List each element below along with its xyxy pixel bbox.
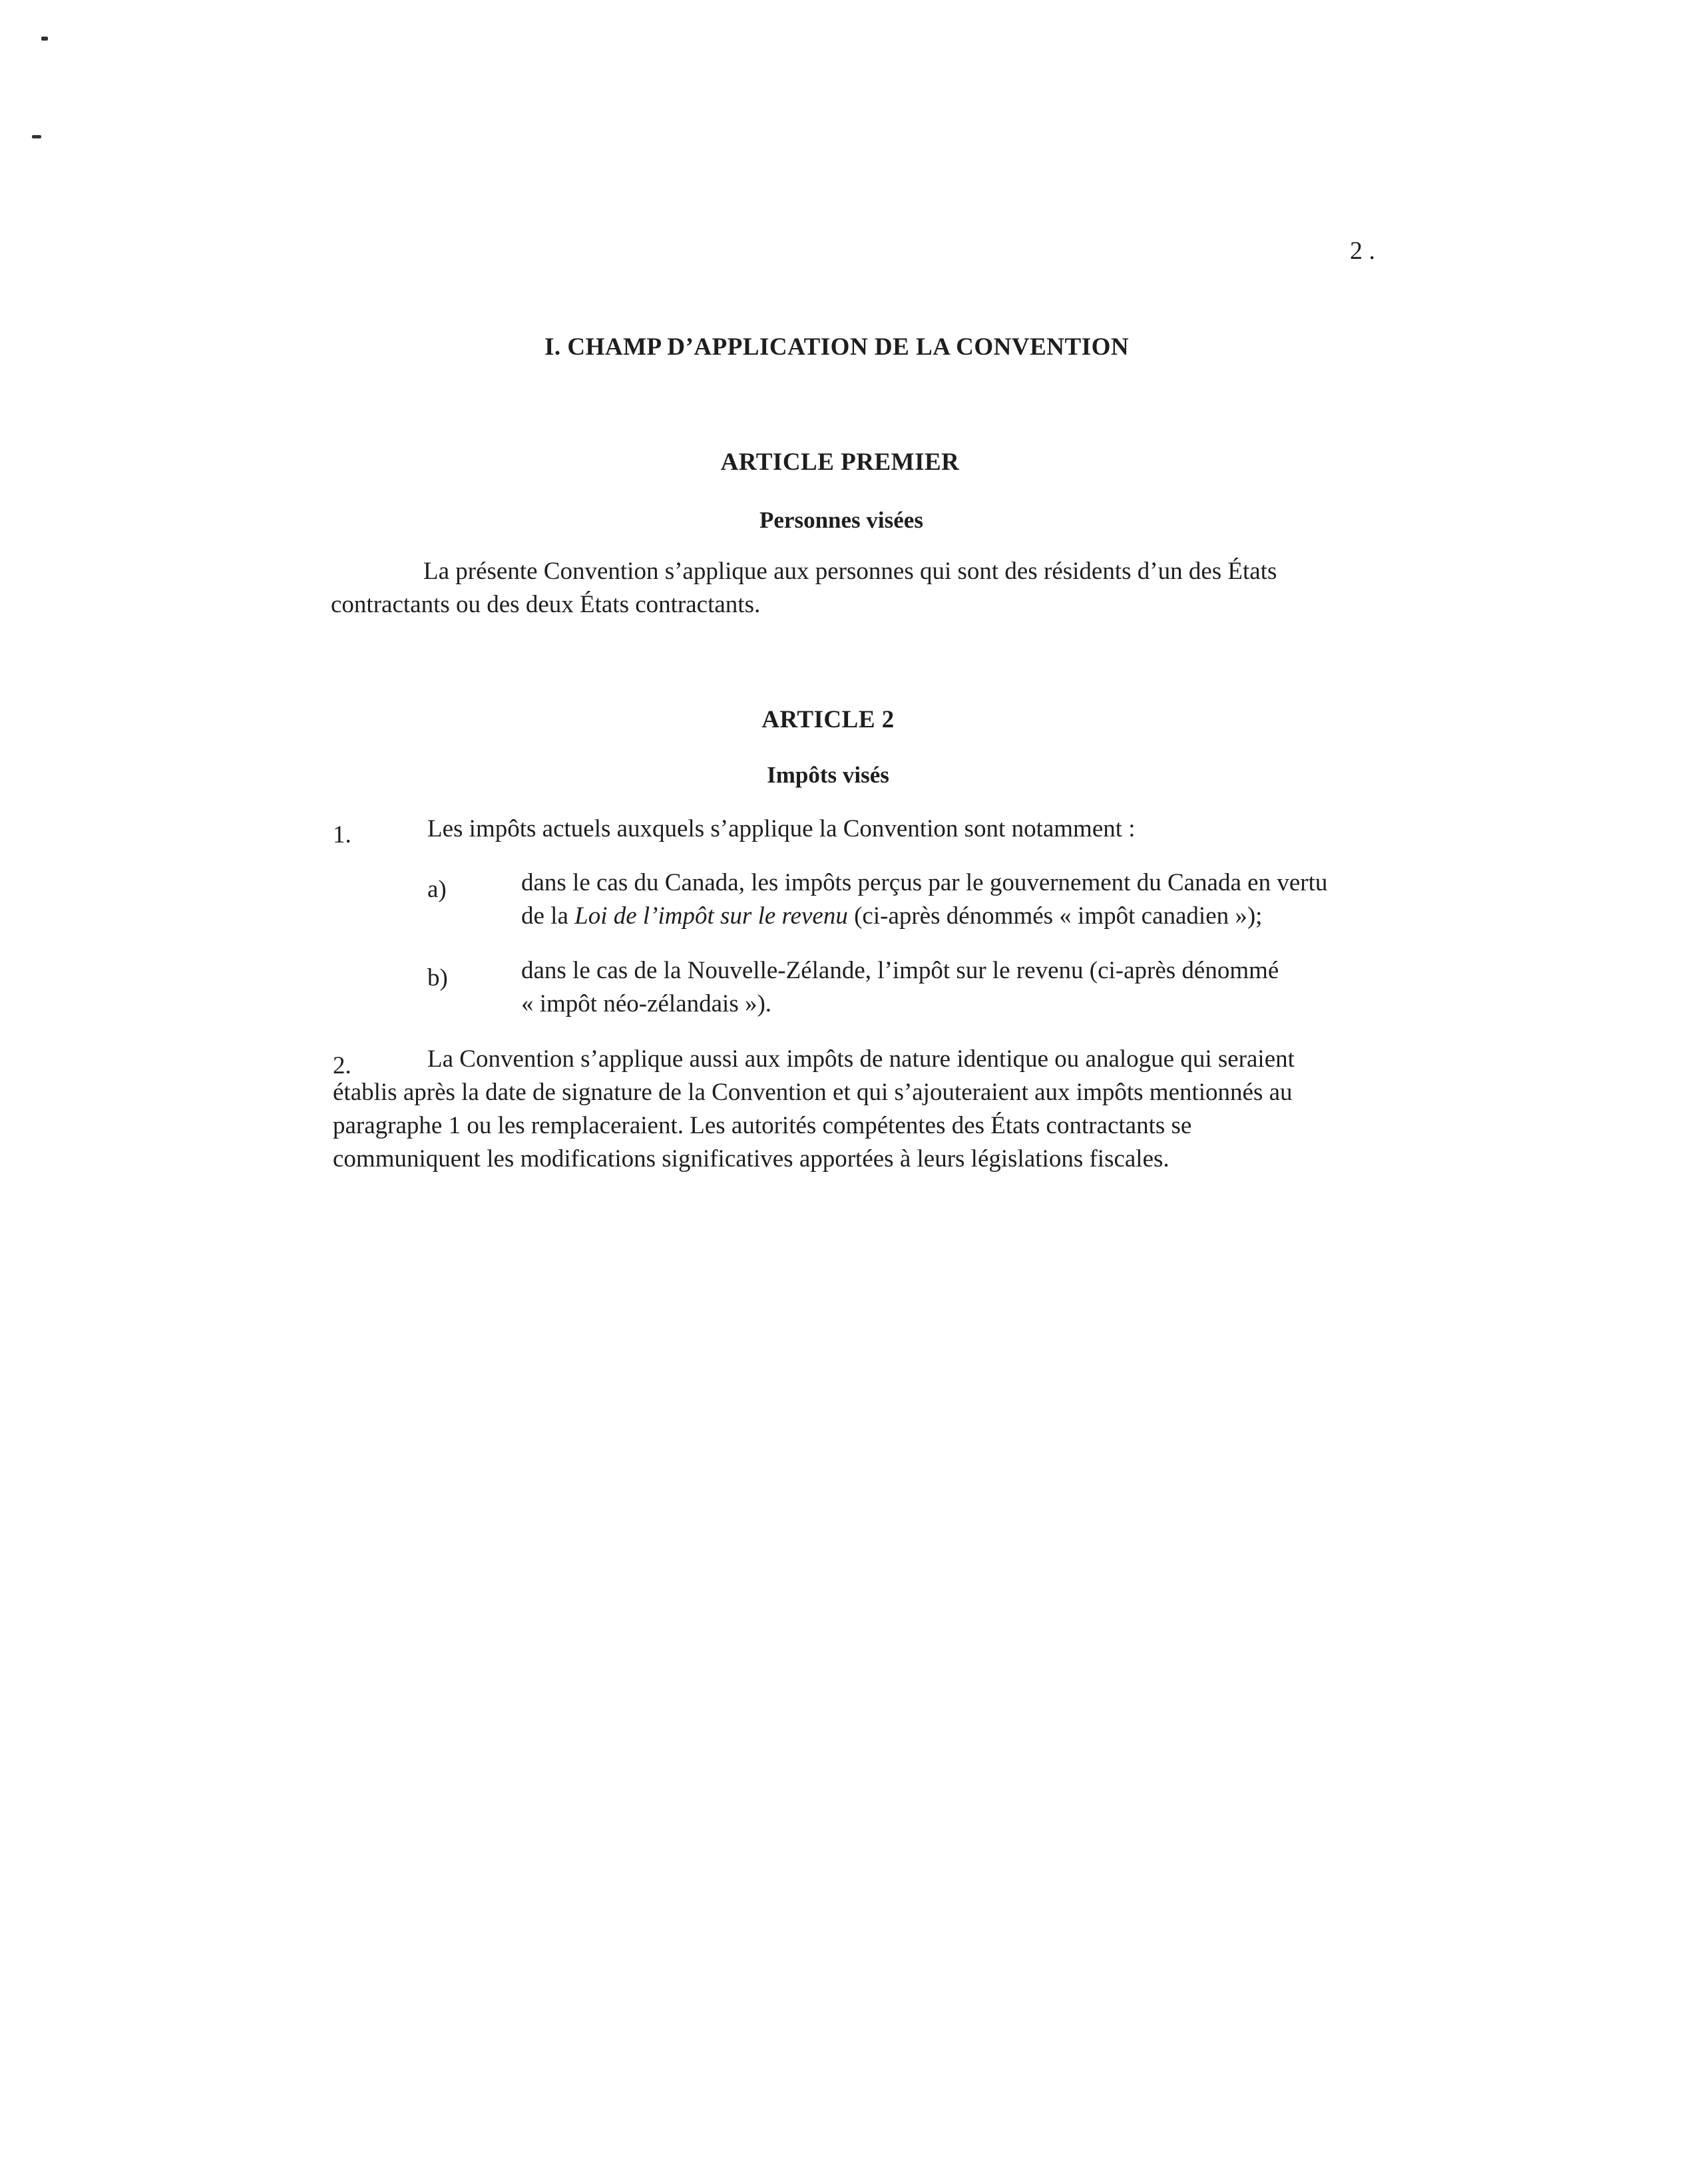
article-2-subtitle: Impôts visés: [767, 762, 889, 788]
item-a-line: dans le cas du Canada, les impôts perçus par le gouvernement du Canada en vertu: [521, 869, 1328, 896]
list-item-label: a): [427, 876, 447, 903]
statute-name: Loi de l’impôt sur le revenu: [574, 902, 848, 930]
article-2-paragraph-1-text: Les impôts actuels auxquels s’applique la Convention sont notamment :: [427, 815, 1136, 842]
paragraph-number: 2.: [333, 1052, 351, 1079]
article-2-title: ARTICLE 2: [761, 706, 895, 733]
item-a-line: [521, 900, 1262, 932]
article-2-paragraph-2-line: paragraphe 1 ou les remplaceraient. Les autorités compétentes des États contractants se: [333, 1112, 1192, 1139]
page-number: 2 .: [1350, 237, 1375, 265]
paragraph-number: 1.: [333, 821, 351, 848]
item-a-prefix: de la: [521, 902, 575, 930]
article-1-subtitle: Personnes visées: [759, 507, 923, 533]
article-1-paragraph-line: contractants ou des deux États contractants.: [331, 591, 761, 618]
article-2-paragraph-2-line: établis après la date de signature de la Convention et qui s’ajouteraient aux impôts mentionnés au: [333, 1079, 1293, 1106]
scan-speck: [32, 135, 41, 138]
item-b-line: dans le cas de la Nouvelle-Zélande, l’impôt sur le revenu (ci-après dénommé: [521, 957, 1279, 984]
article-1-paragraph-line: La présente Convention s’applique aux personnes qui sont des résidents d’un des États: [423, 558, 1277, 585]
item-b-line: « impôt néo-zélandais »).: [521, 990, 772, 1017]
list-item-label: b): [427, 964, 448, 992]
article-2-paragraph-2-line: La Convention s’applique aussi aux impôts de nature identique ou analogue qui seraient: [427, 1045, 1295, 1073]
article-2-paragraph-2-line: communiquent les modifications significatives apportées à leurs législations fiscales.: [333, 1145, 1169, 1173]
item-a-suffix: (ci-après dénommés « impôt canadien »);: [847, 902, 1263, 930]
scan-speck: [41, 37, 48, 41]
section-title: I. CHAMP D’APPLICATION DE LA CONVENTION: [544, 333, 1130, 361]
article-1-title: ARTICLE PREMIER: [720, 449, 960, 476]
